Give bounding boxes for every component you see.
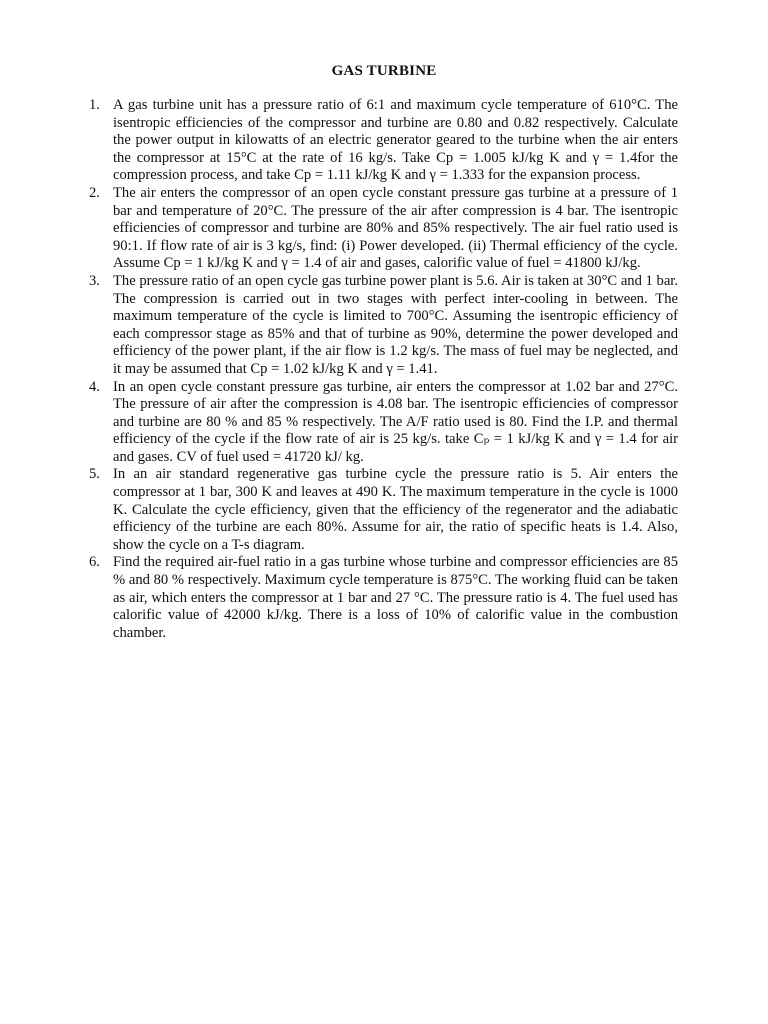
problem-item bbox=[86, 273, 678, 379]
problem-item bbox=[86, 185, 678, 273]
problem-text: The pressure ratio of an open cycle gas turbine power plant is 5.6. Air is taken at 30°C and 1 bar. The compression is carried out in two stages with perfect inter-cooling in between. The maximum temperature of the cycle is limited to 700°C. Assuming the isentropic efficiency of each compressor stage as 85% and that of turbine as 90%, determine the power developed and efficiency of the power plant, if the air flow is 1.2 kg/s. The mass of fuel may be neglected, and it may be assumed that Cp = 1.02 kJ/kg K and γ = 1.41. bbox=[113, 272, 678, 377]
problem-text: Find the required air-fuel ratio in a gas turbine whose turbine and compressor efficiencies are 85 % and 80 % respectively. Maximum cycle temperature is 875°C. The working fluid can be taken as air, which enters the compressor at 1 bar and 27 °C. The pressure ratio is 4. The fuel used has calorific value of 42000 kJ/kg. There is a loss of 10% of calorific value in the combustion chamber. bbox=[113, 554, 678, 641]
problem-list bbox=[86, 97, 678, 642]
problem-item bbox=[86, 97, 678, 185]
problem-item bbox=[86, 379, 678, 467]
problem-text: In an open cycle constant pressure gas turbine, air enters the compressor at 1.02 bar and 27°C. The pressure of air after the compression is 4.08 bar. The isentropic efficiencies of compressor and turbine are 80 % and 85 % respectively. The A/F ratio used is 80. Find the I.P. and thermal efficiency of the cycle if the flow rate of air is 25 kg/s. take Cₚ = 1 kJ/kg K and γ = 1.4 for air and gases. CV of fuel used = 41720 kJ/ kg. bbox=[113, 378, 678, 465]
document-title: GAS TURBINE bbox=[331, 63, 437, 79]
problem-text: A gas turbine unit has a pressure ratio of 6:1 and maximum cycle temperature of 610°C. The isentropic efficiencies of the compressor and turbine are 0.80 and 0.82 respectively. Calculate the power output in kilowatts of an electric generator geared to the turbine when the air enters the compressor at 15°C at the rate of 16 kg/s. Take Cp = 1.005 kJ/kg K and γ = 1.4for the compression process, and take Cp = 1.11 kJ/kg K and γ = 1.333 for the expansion process. bbox=[113, 97, 678, 184]
problem-number: 1. bbox=[89, 97, 100, 113]
problem-number: 5. bbox=[89, 466, 100, 483]
problem-number: 6. bbox=[89, 554, 100, 571]
problem-text: In an air standard regenerative gas turbine cycle the pressure ratio is 5. Air enters the compressor at 1 bar, 300 K and leaves at 490 K. The maximum temperature in the cycle is 1000 K. Calculate the cycle efficiency, given that the efficiency of the regenerator and the adiabatic efficiency of the turbine are each 80%. Assume for air, the ratio of specific heats is 1.4. Also, show the cycle on a T-s diagram. bbox=[113, 466, 678, 553]
problem-text: The air enters the compressor of an open cycle constant pressure gas turbine at a pressure of 1 bar and temperature of 20°C. The pressure of the air after compression is 4 bar. The isentropic efficiencies of compressor and turbine are 80% and 85% respectively. The air fuel ratio used is 90:1. If flow rate of air is 3 kg/s, find: (i) Power developed. (ii) Thermal efficiency of the cycle. Assume Cp = 1 kJ/kg K and γ = 1.4 of air and gases, calorific value of fuel = 41800 kJ/kg. bbox=[113, 184, 678, 272]
problem-number: 3. bbox=[89, 272, 100, 289]
problem-number: 4. bbox=[89, 378, 100, 395]
problem-item bbox=[86, 554, 678, 642]
problem-number: 2. bbox=[89, 184, 100, 201]
problem-item bbox=[86, 466, 678, 554]
